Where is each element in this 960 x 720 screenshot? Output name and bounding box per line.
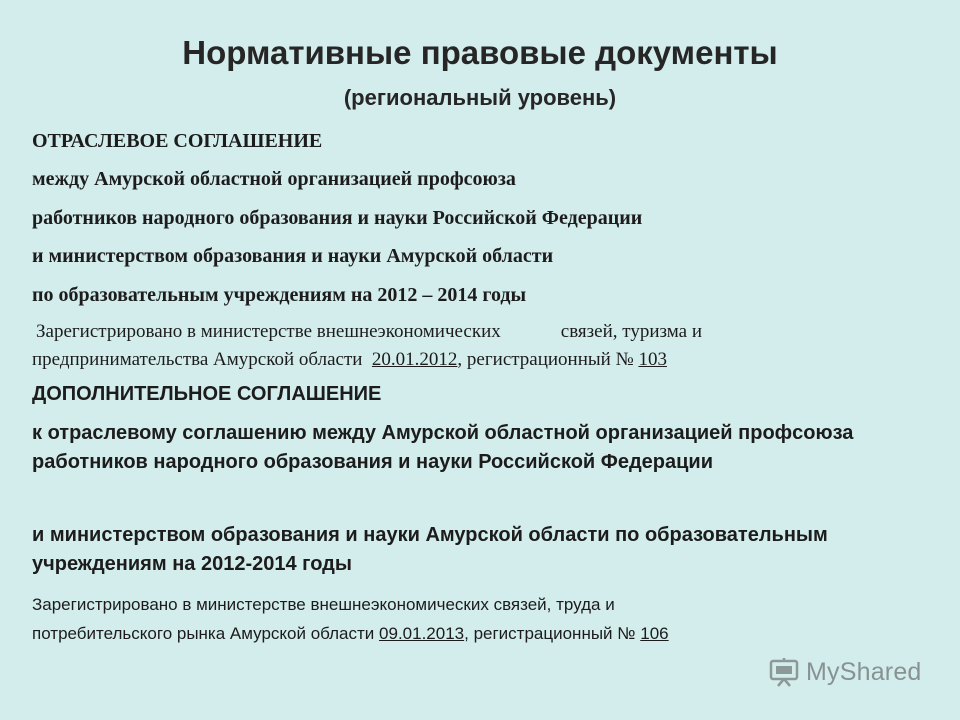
agreement2-paragraph1: к отраслевому соглашению между Амурской областной организацией профсоюза работников народного образования и науки Российской Федерации bbox=[32, 422, 854, 473]
registration-number: 103 bbox=[638, 349, 667, 370]
agreement1-line3: и министерством образования и науки Амурской области bbox=[32, 245, 554, 267]
agreement1-line2: работников народного образования и науки Российской Федерации bbox=[32, 207, 643, 229]
registration-authority: предпринимательства Амурской области bbox=[32, 349, 363, 370]
registration-label: , регистрационный № bbox=[457, 349, 634, 370]
agreement2-paragraph2: и министерством образования и науки Амурской области по образовательным учреждениям на 2012-2014 годы bbox=[32, 524, 828, 575]
slide-subtitle: (региональный уровень) bbox=[343, 85, 617, 110]
agreement1-line1: между Амурской областной организацией профсоюза bbox=[32, 168, 516, 190]
registration-text-part1: Зарегистрировано в министерстве внешнеэкономических bbox=[36, 321, 501, 342]
registration-label: , регистрационный № bbox=[464, 624, 636, 643]
registration-authority: потребительского рынка Амурской области bbox=[32, 624, 375, 643]
slide-title: Нормативные правовые документы bbox=[182, 34, 778, 71]
agreement2-registration-line1: Зарегистрировано в министерстве внешнеэкономических связей, труда и bbox=[32, 595, 615, 614]
agreement1-registration-line1 bbox=[36, 318, 702, 345]
agreement2-heading: ДОПОЛНИТЕЛЬНОЕ СОГЛАШЕНИЕ bbox=[32, 383, 382, 405]
registration-date: 09.01.2013 bbox=[379, 624, 465, 643]
agreement2-registration-line2 bbox=[32, 619, 669, 648]
presentation-board-icon bbox=[768, 656, 800, 688]
agreement1-heading: ОТРАСЛЕВОЕ СОГЛАШЕНИЕ bbox=[32, 130, 323, 152]
registration-text-part2: связей, туризма и bbox=[560, 321, 702, 342]
watermark-text: MyShared bbox=[806, 657, 922, 686]
registration-date: 20.01.2012 bbox=[371, 349, 458, 370]
watermark bbox=[768, 656, 922, 688]
agreement1-registration-line2 bbox=[32, 346, 667, 373]
registration-number: 106 bbox=[640, 624, 669, 643]
agreement1-line4: по образовательным учреждениям на 2012 – 2014 годы bbox=[32, 284, 527, 306]
